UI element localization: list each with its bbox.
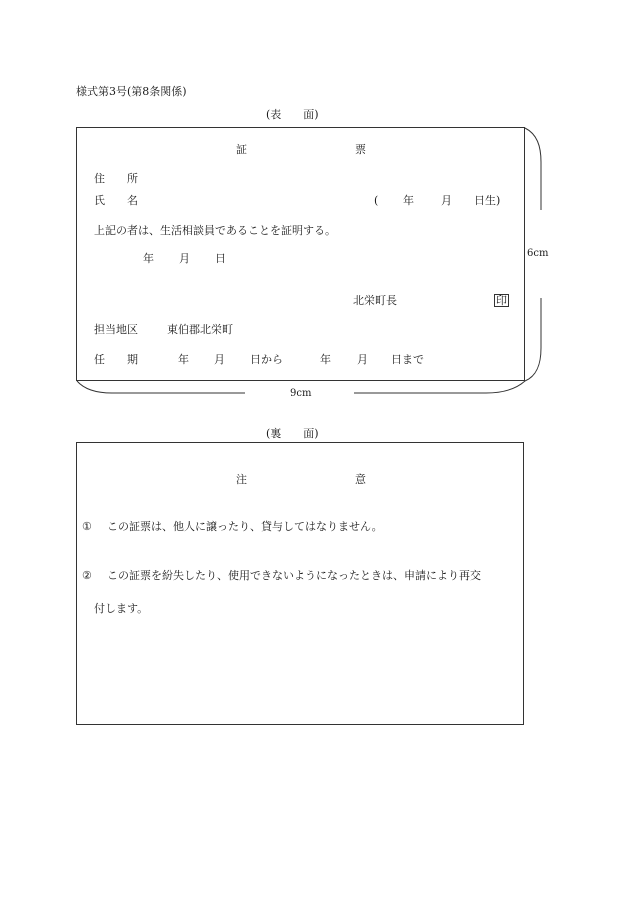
name-label: 氏 名 [94, 194, 138, 207]
back-card [76, 442, 524, 725]
note-2-number: ② [82, 569, 92, 582]
birth-day: 日生) [474, 194, 501, 207]
width-bracket-right [354, 381, 525, 393]
term-end-month: 月 [357, 353, 368, 366]
seal-mark: 印 [496, 294, 507, 307]
note-2-text: この証票を紛失したり、使用できないようになったときは、申請により再交 [107, 569, 481, 582]
term-label: 任 期 [94, 353, 138, 366]
address-label: 住 所 [94, 172, 138, 185]
issuer-title: 北栄町長 [353, 294, 397, 307]
area-value: 東伯郡北栄町 [167, 323, 233, 336]
front-side-label: (表 面) [266, 108, 319, 121]
note-2-continuation: 付します。 [94, 602, 149, 615]
area-label: 担当地区 [94, 323, 138, 336]
issue-year: 年 [143, 252, 154, 265]
term-end-year: 年 [320, 353, 331, 366]
term-start-month: 月 [214, 353, 225, 366]
note-1-text: この証票は、他人に譲ったり、貸与してはなりません。 [107, 520, 383, 533]
width-dimension-label: 9cm [290, 388, 312, 399]
height-bracket-upper [525, 128, 541, 210]
term-end-day: 日まで [391, 353, 424, 366]
height-bracket-lower [525, 298, 541, 381]
term-start-day: 日から [250, 353, 283, 366]
term-start-year: 年 [178, 353, 189, 366]
back-heading-char-2: 意 [355, 473, 366, 486]
back-heading-char-1: 注 [236, 473, 247, 486]
front-heading-char-1: 証 [236, 143, 247, 156]
issue-day: 日 [215, 252, 226, 265]
certification-statement: 上記の者は、生活相談員であることを証明する。 [94, 224, 336, 237]
issue-month: 月 [179, 252, 190, 265]
birth-open-paren: ( [374, 194, 379, 207]
front-heading-char-2: 票 [355, 143, 366, 156]
birth-month: 月 [441, 194, 452, 207]
note-1-number: ① [82, 520, 92, 533]
width-bracket-left [77, 381, 245, 393]
back-side-label: (裏 面) [266, 427, 319, 440]
form-number: 様式第3号(第8条関係) [76, 85, 187, 98]
birth-year: 年 [403, 194, 414, 207]
height-dimension-label: 6cm [527, 248, 549, 259]
